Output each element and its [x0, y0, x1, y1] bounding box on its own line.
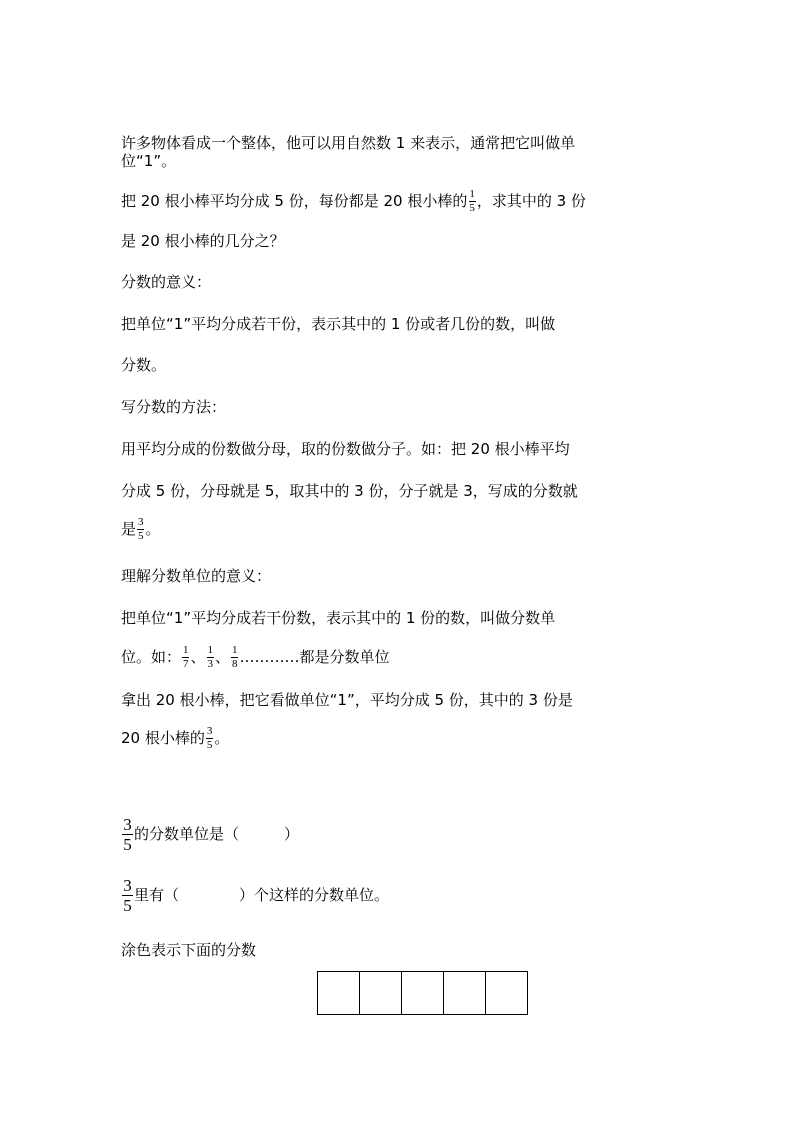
text-segment: …………都是分数单位 [239, 648, 390, 666]
fraction [207, 645, 215, 670]
denominator: 5 [138, 530, 144, 542]
question-line: 涂色表示下面的分数 [121, 941, 257, 959]
denominator: 5 [123, 896, 132, 915]
text-segment: 。 [145, 520, 161, 538]
numerator: 1 [232, 644, 238, 656]
text-line: 位“1”。 [121, 152, 177, 170]
numerator: 1 [183, 644, 189, 656]
text-line [121, 726, 229, 751]
text-line [121, 645, 390, 670]
text-line: 分成 5 份，分母就是 5，取其中的 3 份，分子就是 3，写成的分数就 [121, 482, 578, 500]
fraction [122, 816, 133, 853]
text-line [121, 189, 586, 214]
denominator: 7 [183, 658, 189, 670]
text-segment: 把 20 根小棒平均分成 5 份，每份都是 20 根小棒的 [121, 192, 468, 210]
coloring-grid [317, 971, 528, 1015]
grid-cell[interactable] [318, 972, 360, 1014]
text-line [121, 517, 161, 542]
section-heading: 分数的意义： [121, 273, 212, 291]
text-line: 用平均分成的份数做分母，取的份数做分子。如：把 20 根小棒平均 [121, 440, 570, 458]
fraction [206, 726, 214, 751]
fraction [468, 189, 476, 214]
numerator: 1 [469, 188, 475, 200]
numerator: 3 [123, 815, 132, 834]
text-line: 是 20 根小棒的几分之？ [121, 232, 285, 250]
text-segment: ，求其中的 3 份 [476, 192, 586, 210]
fraction [182, 645, 190, 670]
text-segment: 位。如： [121, 648, 182, 666]
text-line: 把单位“1”平均分成若干份数，表示其中的 1 份的数，叫做分数单 [121, 609, 556, 627]
text-line: 许多物体看成一个整体，他可以用自然数 1 来表示，通常把它叫做单 [121, 134, 576, 152]
numerator: 3 [123, 876, 132, 895]
denominator: 5 [206, 739, 213, 751]
denominator: 5 [123, 835, 132, 854]
separator: 、 [215, 648, 231, 666]
grid-cell[interactable] [486, 972, 527, 1014]
separator: 、 [190, 648, 206, 666]
grid-cell[interactable] [444, 972, 486, 1014]
numerator: 3 [206, 725, 213, 737]
text-segment: 是 [121, 520, 137, 538]
question-line [121, 877, 389, 914]
question-line [121, 816, 299, 853]
question-text: 的分数单位是（ ） [134, 825, 300, 843]
fraction [137, 517, 145, 542]
text-line: 分数。 [121, 356, 167, 374]
question-text: 里有（ ）个这样的分数单位。 [134, 886, 390, 904]
numerator: 3 [138, 516, 144, 528]
text-segment: 20 根小棒的 [121, 729, 205, 747]
denominator: 3 [207, 658, 214, 670]
denominator: 5 [469, 202, 475, 214]
grid-cell[interactable] [402, 972, 444, 1014]
text-line: 拿出 20 根小棒，把它看做单位“1”，平均分成 5 份，其中的 3 份是 [121, 691, 573, 709]
text-segment: 。 [214, 729, 230, 747]
section-heading: 理解分数单位的意义： [121, 567, 272, 585]
section-heading: 写分数的方法： [121, 398, 227, 416]
fraction [122, 877, 133, 914]
fraction [231, 645, 239, 670]
text-line: 把单位“1”平均分成若干份，表示其中的 1 份或者几份的数，叫做 [121, 315, 556, 333]
numerator: 1 [207, 644, 214, 656]
denominator: 8 [232, 658, 238, 670]
grid-cell[interactable] [360, 972, 402, 1014]
